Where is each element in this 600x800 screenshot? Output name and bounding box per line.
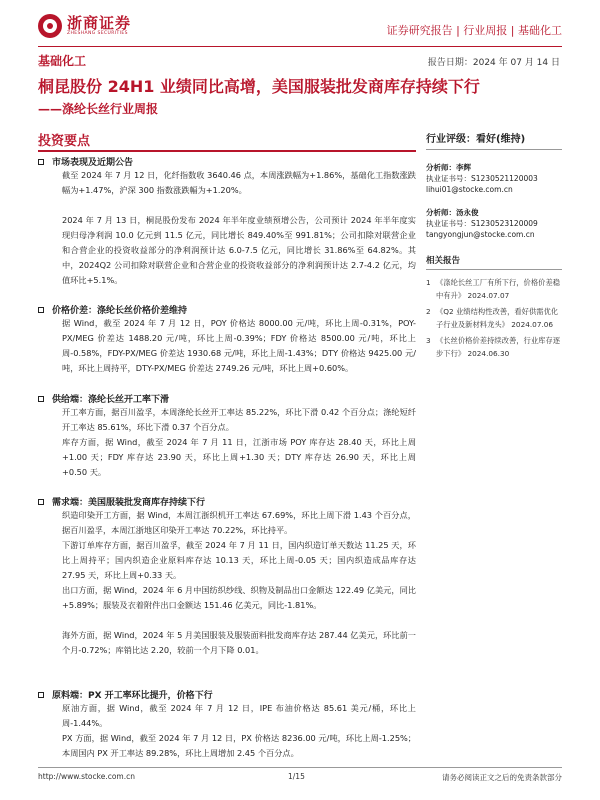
analyst-cert: 执业证书号：S1230523120009 — [426, 219, 538, 228]
analyst-cert: 执业证书号：S1230521120003 — [426, 174, 538, 183]
paragraph: 原油方面，据 Wind，截至 2024 年 7 月 12 日，IPE 布油价格达 85.61 美元/桶，环比上周-1.44%。 — [62, 703, 416, 728]
related-report-number: 3 — [426, 336, 431, 345]
paragraph: 2024 年 7 月 13 日，桐昆股份发布 2024 年半年度业绩预增公告，公司预计 2024 年半年度实现归母净利润 10.0 亿元到 11.5 亿元，同比增长 849.40%至 991.81%；公司扣除对联营企业和合营企业的投资收益部分的净利润预计达 6.0-7.5 亿元，同比增长 31.86%至 64.82%。其中，2024Q2 公司扣除对联营企业和合营企业的投资收益部分的净利润预计达 2.7-4.2 亿元，均值环比+5.1%。 — [62, 215, 416, 285]
paragraph: 下游订单库存方面，据百川盈孚，截至 2024 年 7 月 11 日，国内织造订单天数达 11.25 天，环比上周持平；国内织造企业原料库存达 10.13 天，环比上周-0.05 天；国内织造成品库存达 27.95 天，环比上周+0.33 天。 — [62, 540, 416, 580]
top-divider — [38, 46, 562, 47]
paragraph: 海外方面，据 Wind，2024 年 5 月美国服装及服装面料批发商库存达 287.44 亿美元，环比前一个月-0.72%；库销比达 2.20，较前一个月下降 0.01。 — [62, 630, 416, 655]
square-bullet-icon — [38, 307, 44, 313]
analyst-card — [426, 162, 562, 195]
analyst-email[interactable]: tangyongjun@stocke.com.cn — [426, 230, 535, 239]
company-logo — [38, 14, 131, 38]
paragraph: 据 Wind，截至 2024 年 7 月 12 日，POY 价格达 8000.00 元/吨，环比上周-0.31%，POY-PX/MEG 价差达 1488.20 元/吨，环比上周-0.39%；FDY 价格达 8500.00 元/吨，环比上周-0.58%，FDY-PX/MEG 价差达 1930.68 元/吨，环比上周-1.43%；DTY 价格达 9425.00 元/吨，环比上周持平，DTY-PX/MEG 价差达 2749.26 元/吨，环比上周+0.60%。 — [62, 318, 416, 373]
paragraph: 织造印染开工方面，据 Wind，本周江浙织机开工率达 67.69%，环比上周下滑 1.43 个百分点，据百川盈孚，本周江浙地区印染开工率达 70.22%，环比持平。 — [62, 510, 416, 535]
report-title: 桐昆股份 24H1 业绩同比高增，美国服装批发商库存持续下行 — [38, 77, 480, 96]
paragraph: 出口方面，据 Wind，2024 年 6 月中国纺织纱线、织物及制品出口金额达 122.49 亿美元，同比+5.89%；服装及衣着附件出口金额达 151.46 亿美元，同比-1.81%。 — [62, 585, 416, 610]
analyst-name: 分析师：汤永俊 — [426, 208, 479, 217]
paragraph: 开工率方面，据百川盈孚，本周涤纶长丝开工率达 85.22%，环比下滑 0.42 个百分点；涤纶短纤开工率达 85.61%，环比下滑 0.37 个百分点。 — [62, 407, 416, 432]
section-heading: 市场表现及近期公告 — [38, 155, 133, 168]
related-report-title: 《Q2 业绩结构性改善，看好供需优化子行业及新材料龙头》 2024.07.06 — [436, 307, 559, 329]
sidebar — [426, 130, 562, 363]
square-bullet-icon — [38, 692, 44, 698]
report-subtitle: ——涤纶长丝行业周报 — [38, 102, 159, 116]
square-bullet-icon — [38, 396, 44, 402]
section-heading: 价格价差：涤纶长丝价格价差维持 — [38, 303, 187, 316]
analyst-email[interactable]: lihui01@stocke.com.cn — [426, 185, 513, 194]
related-report-number: 2 — [426, 307, 431, 316]
paragraph: PX 方面，据 Wind，截至 2024 年 7 月 12 日，PX 价格达 8236.00 元/吨，环比上周-1.25%；本周国内 PX 开工率达 89.28%，环比上周增加 2.45 个百分点。 — [62, 733, 416, 758]
related-report-item[interactable] — [426, 334, 562, 360]
logo-cn-text: 浙商证券 — [67, 14, 132, 32]
analyst-card — [426, 207, 562, 240]
related-report-title: 《涤纶长丝工厂有所下行，价格价差稳中有升》 2024.07.07 — [436, 278, 561, 300]
logo-en-text: ZHESHANG SECURITIES — [67, 31, 128, 36]
section-heading: 需求端：美国服装批发商库存持续下行 — [38, 495, 205, 508]
related-report-number: 1 — [426, 278, 431, 287]
square-bullet-icon — [38, 499, 44, 505]
analyst-name: 分析师：李辉 — [426, 163, 471, 172]
paragraph: 截至 2024 年 7 月 12 日，化纤指数收 3640.46 点，本周涨跌幅为+1.86%，基础化工指数涨跌幅为+1.47%，沪深 300 指数涨跌幅为+1.20%。 — [62, 170, 416, 195]
sector-label: 基础化工 — [38, 54, 87, 68]
section-heading: 供给端：涤纶长丝开工率下滑 — [38, 392, 169, 405]
section-heading: 原料端：PX 开工率环比提升，价格下行 — [38, 688, 213, 701]
footer-website[interactable]: http://www.stocke.com.cn — [38, 772, 135, 781]
page-number: 1/15 — [288, 772, 305, 781]
section-title: 投资要点 — [38, 134, 91, 149]
header-nav: 证券研究报告 | 行业周报 | 基础化工 — [386, 24, 562, 37]
related-reports-list — [426, 276, 562, 360]
section-divider — [38, 150, 416, 152]
square-bullet-icon — [38, 159, 44, 165]
related-report-item[interactable] — [426, 276, 562, 302]
related-report-item[interactable] — [426, 305, 562, 331]
related-report-title: 《长丝价格价差持续改善，行业库存逐步下行》 2024.06.30 — [436, 336, 561, 358]
paragraph: 库存方面，据 Wind，截至 2024 年 7 月 11 日，江浙市场 POY 库存达 28.40 天，环比上周+1.00 天；FDY 库存达 23.90 天，环比上周+1.30 天；DTY 库存达 26.90 天，环比上周+0.50 天。 — [62, 437, 416, 477]
footer-divider — [38, 767, 562, 768]
industry-rating: 行业评级：看好(维持) — [426, 130, 562, 150]
footer-disclaimer: 请务必阅读正文之后的免责条款部分 — [442, 773, 562, 782]
report-date: 报告日期：2024 年 07 月 14 日 — [427, 58, 560, 68]
logo-mark-icon — [38, 14, 62, 38]
related-reports-heading: 相关报告 — [426, 254, 562, 270]
